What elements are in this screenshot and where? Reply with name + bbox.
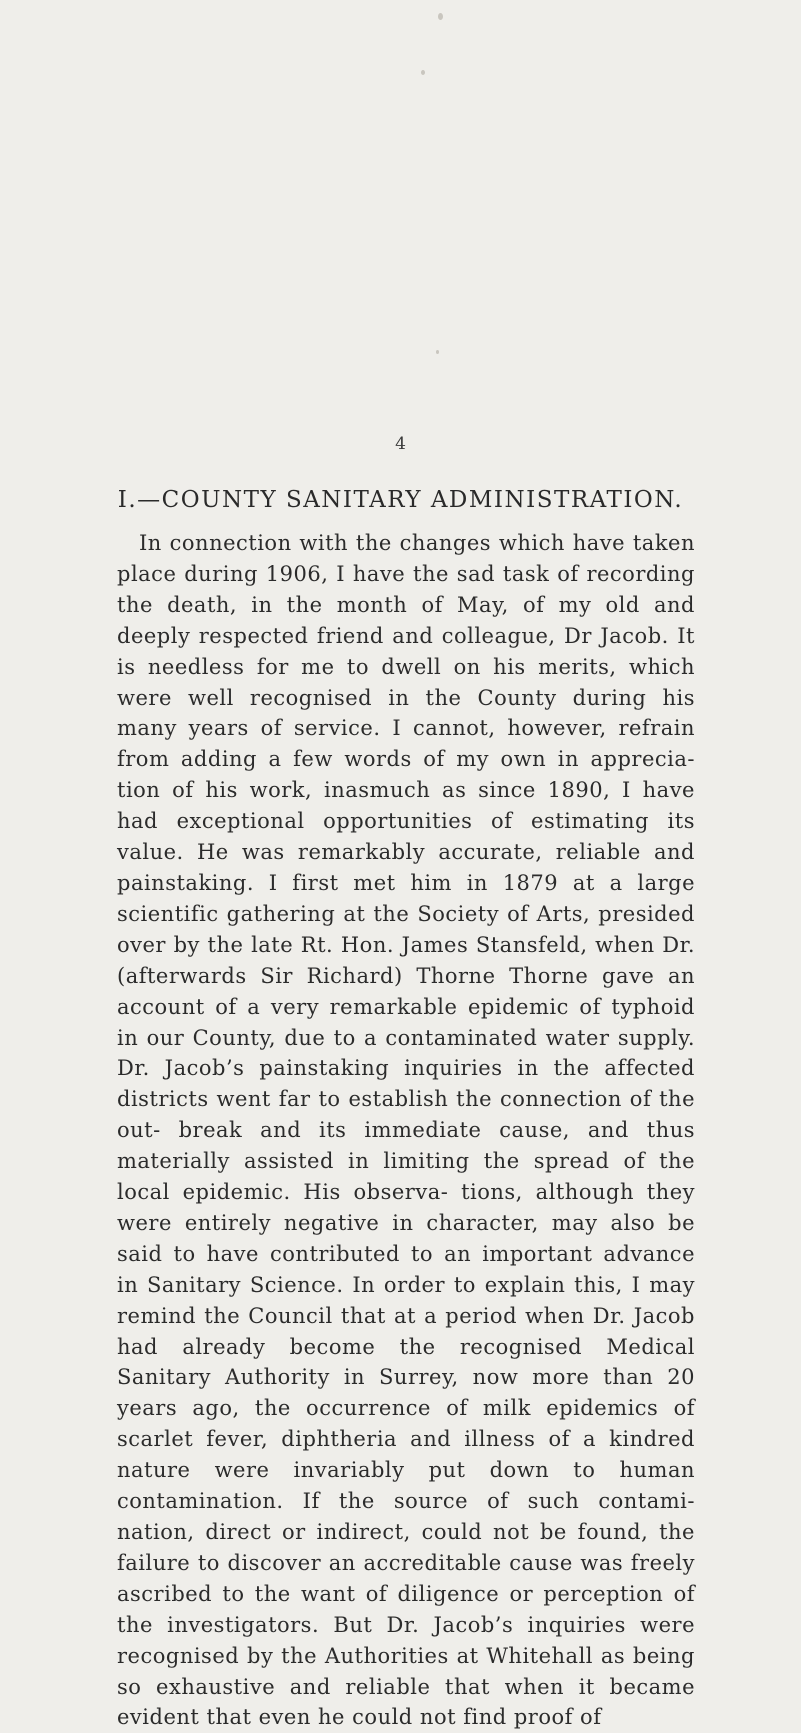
section-heading: I.—COUNTY SANITARY ADMINISTRATION. bbox=[117, 487, 684, 513]
paper-speck bbox=[438, 13, 443, 20]
paper-speck bbox=[436, 350, 439, 354]
paper-speck bbox=[421, 70, 425, 75]
page-number: 4 bbox=[395, 434, 406, 454]
body-paragraph: In connection with the changes which have taken place during 1906, I have the sad task of recording the death, in the month of May, of my old and deeply respected friend and colleague, Dr Jacob. It is needless for me to dwell on his merits, which were well recognised in the County during his many years of service. I cannot, however, refrain from adding a few words of my own in apprecia- tion of his work, inasmuch as since 1890, I have had exceptional opportunities of estimating its value. He was remarkably accurate, reliable and painstaking. I first met him in 1879 at a large scientific gathering at the Society of Arts, presided over by the late Rt. Hon. James Stansfeld, when Dr. (afterwards Sir Richard) Thorne Thorne gave an account of a very remarkable epidemic of typhoid in our County, due to a contaminated water supply. Dr. Jacob’s painstaking inquiries in the affected districts went far to establish the connection of the out- break and its immediate cause, and thus materially assisted in limiting the spread of the local epidemic. His observa- tions, although they were entirely negative in character, may also be said to have contributed to an important advance in Sanitary Science. In order to explain this, I may remind the Council that at a period when Dr. Jacob had already become the recognised Medical Sanitary Authority in Surrey, now more than 20 years ago, the occurrence of milk epidemics of scarlet fever, diphtheria and illness of a kindred nature were invariably put down to human contamination. If the source of such contami- nation, direct or indirect, could not be found, the failure to discover an accreditable cause was freely ascribed to the want of diligence or perception of the investigators. But Dr. Jacob’s inquiries were recognised by the Authorities at Whitehall as being so exhaustive and reliable that when it became evident that even he could not find proof of bbox=[117, 531, 695, 1730]
